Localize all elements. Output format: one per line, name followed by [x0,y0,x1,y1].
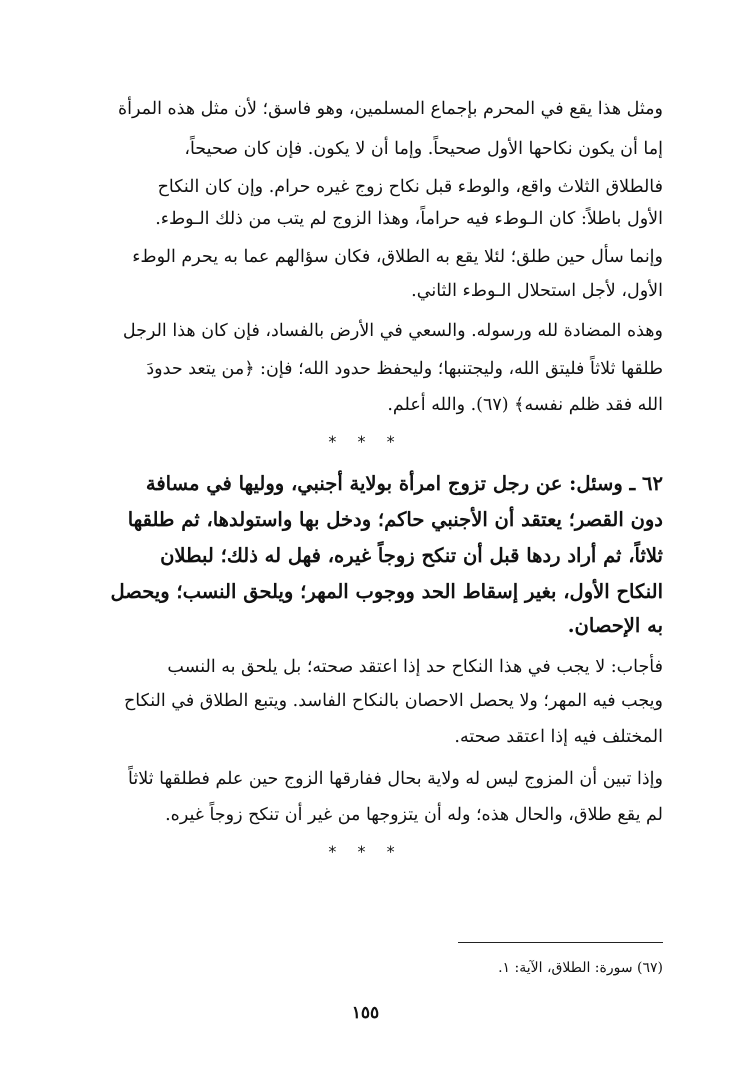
answer-1-line-3: المختلف فيه إذا اعتقد صحته. [454,727,663,747]
section-separator-2: * * * [328,842,403,861]
page-number: ١٥٥ [351,1003,380,1023]
answer-2-line-1: وإذا تبين أن المزوج ليس له ولاية بحال ففارقها الزوج حين علم فطلقها ثلاثاً [128,769,663,789]
paragraph-2-line-2: طلقها ثلاثاً فليتق الله، وليجتنبها؛ وليحفظ حدود الله؛ فإن: ﴿من يتعد حدودَ [146,359,663,379]
answer-2-line-2: لم يقع طلاق، والحال هذه؛ وله أن يتزوجها من غير أن تنكح زوجاً غيره. [165,805,663,825]
paragraph-1-line-3: فالطلاق الثلاث واقع، والوطء قبل نكاح زوج غيره حرام. وإن كان النكاح [157,177,663,197]
paragraph-2-line-3: الله فقد ظلم نفسه﴾ (٦٧). والله أعلم. [387,395,663,415]
paragraph-1-line-6: الأول، لأجل استحلال الـوطء الثاني. [411,281,663,301]
paragraph-1-line-1: ومثل هذا يقع في المحرم بإجماع المسلمين، وهو فاسق؛ لأن مثل هذه المرأة [117,99,663,119]
question-line-5: به الإحصان. [567,614,663,637]
paragraph-2-line-1: وهذه المضادة لله ورسوله. والسعي في الأرض بالفساد، فإن كان هذا الرجل [122,321,663,341]
answer-1-line-2: ويجب فيه المهر؛ ولا يحصل الاحصان بالنكاح الفاسد. ويتبع الطلاق في النكاح [123,691,663,711]
footnote: (٦٧) سورة: الطلاق، الآية: ١. [498,960,663,976]
question-line-2: دون القصر؛ يعتقد أن الأجنبي حاكم؛ ودخل بها واستولدها، ثم طلقها [127,508,663,531]
section-separator-1: * * * [328,432,403,451]
question-line-3: ثلاثاً، ثم أراد ردها قبل أن تنكح زوجاً غيره، فهل له ذلك؛ لبطلان [160,544,663,567]
paragraph-1-line-5: وإنما سأل حين طلق؛ لئلا يقع به الطلاق، فكان سؤالهم عما به يحرم الوطء [132,247,663,267]
paragraph-1-line-2: إما أن يكون نكاحها الأول صحيحاً. وإما أن لا يكون. فإن كان صحيحاً، [184,139,663,159]
question-line-4: النكاح الأول، بغير إسقاط الحد ووجوب المهر؛ ويلحق النسب؛ ويحصل [110,580,663,603]
answer-1-line-1: فأجاب: لا يجب في هذا النكاح حد إذا اعتقد صحته؛ بل يلحق به النسب [167,657,663,677]
footnote-divider [458,942,663,943]
paragraph-1-line-4: الأول باطلاً: كان الـوطء فيه حراماً، وهذا الزوج لم يتب من ذلك الـوطء. [155,209,663,229]
question-line-1: ٦٢ ـ وسئل: عن رجل تزوج امرأة بولاية أجنبي، ووليها في مسافة [145,472,663,495]
